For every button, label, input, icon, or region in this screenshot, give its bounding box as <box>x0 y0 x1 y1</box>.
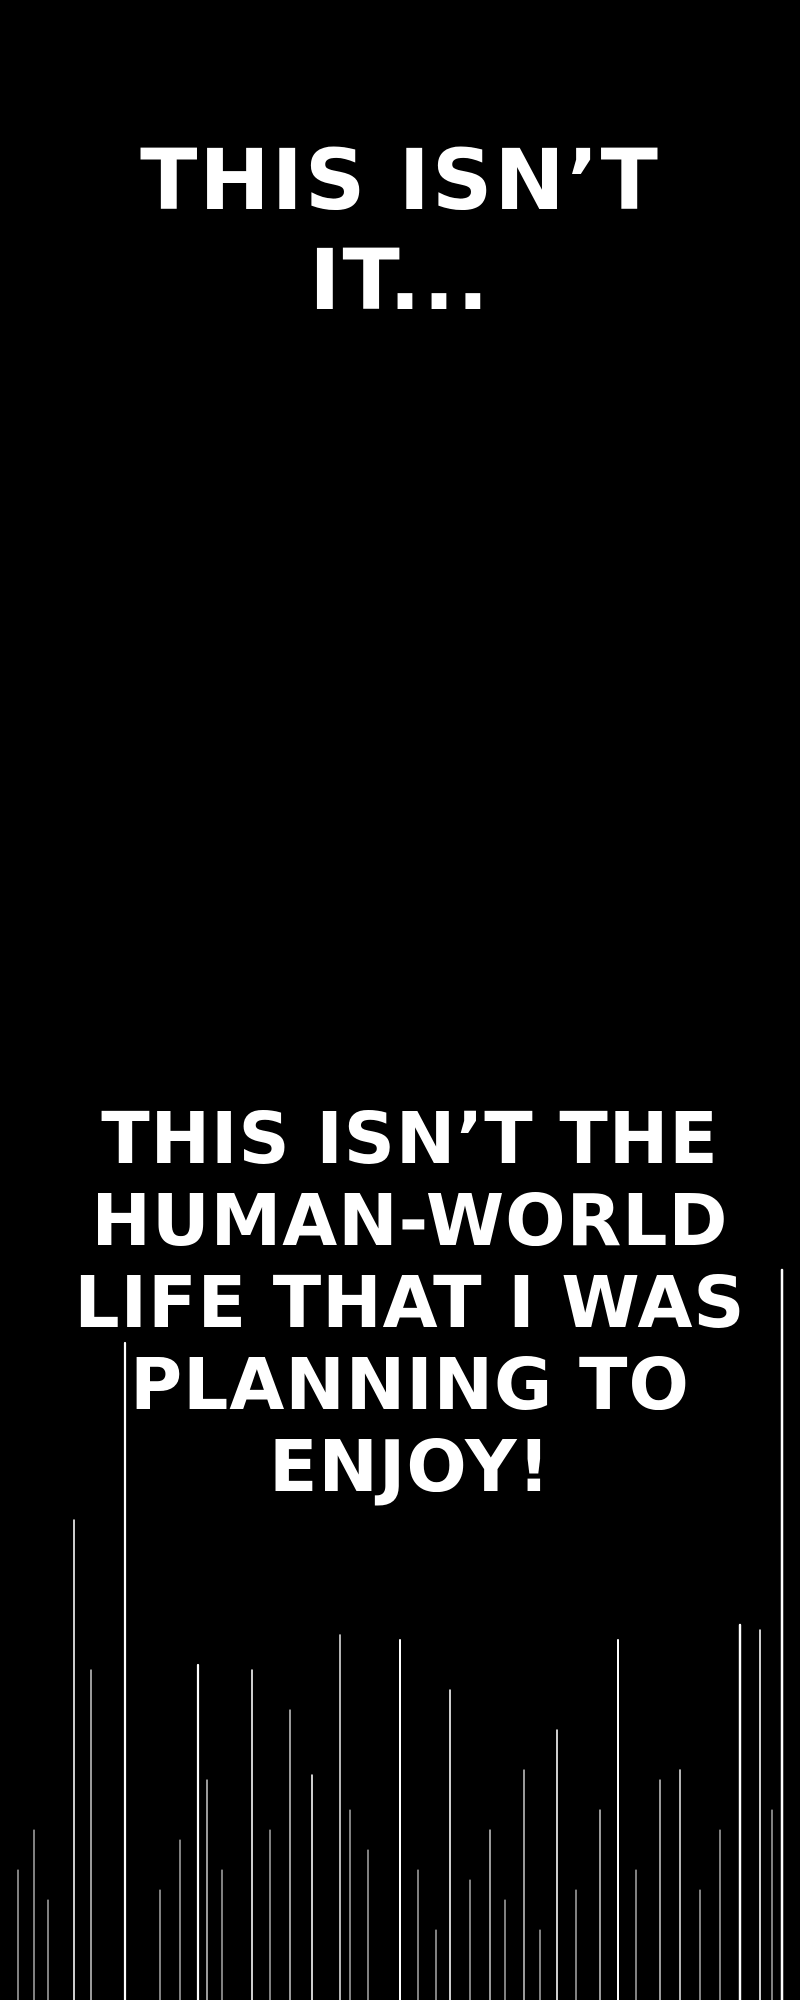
speed-lines <box>0 1250 800 2000</box>
caption-human-world-life: THIS ISN’T THE HUMAN-WORLD LIFE THAT I WAS PLANNING TO ENJOY! <box>74 1097 746 1508</box>
caption-this-isnt-it: THIS ISN’T IT... <box>140 131 660 329</box>
